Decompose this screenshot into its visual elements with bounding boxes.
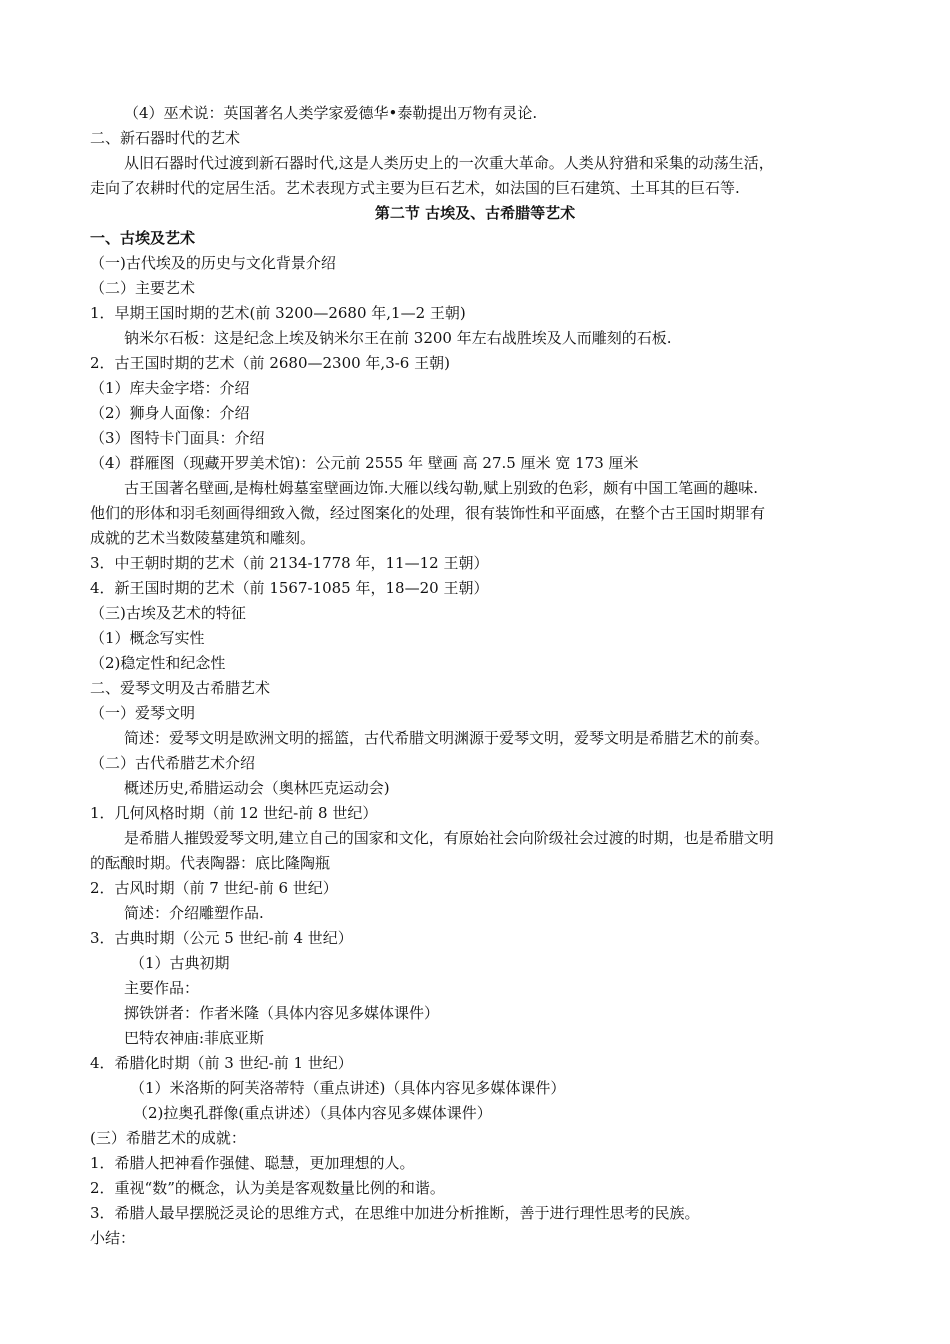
item-geese-painting: （4）群雁图（现藏开罗美术馆)：公元前 2555 年 壁画 高 27.5 厘米 宽 173 厘米 bbox=[90, 454, 639, 472]
item-khufu-pyramid: （1）库夫金字塔：介绍 bbox=[90, 379, 250, 397]
para-geese-1: 古王国著名壁画,是梅杜姆墓室壁画边饰.大雁以线勾勒,赋上别致的色彩，颇有中国工笔画的趣味. bbox=[124, 479, 759, 497]
para-witchcraft-theory: （4）巫术说：英国著名人类学家爱德华•泰勒提出万物有灵论. bbox=[124, 104, 538, 122]
para-neolithic-2: 走向了农耕时代的定居生活。艺术表现方式主要为巨石艺术，如法国的巨石建筑、土耳其的巨石等. bbox=[90, 179, 740, 197]
item-achievement-3: 3．希腊人最早摆脱泛灵论的思维方式，在思维中加进分析推断，善于进行理性思考的民族。 bbox=[90, 1204, 700, 1222]
subheading-egypt-history: （一)古代埃及的历史与文化背景介绍 bbox=[90, 254, 336, 272]
para-narmer-palette: 钠米尔石板：这是纪念上埃及钠米尔王在前 3200 年左右战胜埃及人而雕刻的石板. bbox=[124, 329, 672, 347]
item-parthenon: 巴特农神庙:菲底亚斯 bbox=[124, 1029, 265, 1047]
para-greek-overview: 概述历史,希腊运动会（奥林匹克运动会) bbox=[124, 779, 390, 797]
item-middle-kingdom: 3．中王朝时期的艺术（前 2134-1778 年，11—12 王朝） bbox=[90, 554, 489, 572]
para-geese-2: 他们的形体和羽毛刻画得细致入微，经过图案化的处理，很有装饰性和平面感，在整个古王国时期罪有 bbox=[90, 504, 766, 522]
item-archaic-period: 2．古风时期（前 7 世纪-前 6 世纪） bbox=[90, 879, 338, 897]
item-achievement-1: 1．希腊人把神看作强健、聪慧，更加理想的人。 bbox=[90, 1154, 415, 1172]
section-title: 第二节 古埃及、古希腊等艺术 bbox=[374, 204, 576, 222]
heading-ancient-egypt: 一、古埃及艺术 bbox=[90, 229, 196, 247]
item-hellenistic-period: 4．希腊化时期（前 3 世纪-前 1 世纪） bbox=[90, 1054, 353, 1072]
item-early-kingdom: 1．早期王国时期的艺术(前 3200—2680 年,1—2 王朝) bbox=[90, 304, 466, 322]
item-old-kingdom: 2．古王国时期的艺术（前 2680—2300 年,3-6 王朝) bbox=[90, 354, 450, 372]
subheading-greek-art: （二）古代希腊艺术介绍 bbox=[90, 754, 256, 772]
item-classical-period: 3．古典时期（公元 5 世纪-前 4 世纪） bbox=[90, 929, 353, 947]
item-tutankhamun-mask: （3）图特卡门面具：介绍 bbox=[90, 429, 265, 447]
label-summary: 小结： bbox=[90, 1229, 136, 1247]
para-aegean-summary: 简述：爱琴文明是欧洲文明的摇篮，古代希腊文明渊源于爱琴文明，爱琴文明是希腊艺术的前奏。 bbox=[124, 729, 770, 747]
item-laocoon: （2)拉奥孔群像(重点讲述）（具体内容见多媒体课件） bbox=[133, 1104, 492, 1122]
subheading-aegean: （一）爱琴文明 bbox=[90, 704, 196, 722]
label-main-works: 主要作品： bbox=[124, 979, 200, 997]
item-new-kingdom: 4．新王国时期的艺术（前 1567-1085 年，18—20 王朝） bbox=[90, 579, 489, 597]
para-archaic-summary: 简述：介绍雕塑作品. bbox=[124, 904, 264, 922]
para-neolithic-1: 从旧石器时代过渡到新石器时代,这是人类历史上的一次重大革命。人类从狩猎和采集的动荡生活， bbox=[124, 154, 774, 172]
para-geometric-1: 是希腊人摧毁爱琴文明,建立自己的国家和文化，有原始社会向阶级社会过渡的时期，也是希腊文明 bbox=[124, 829, 774, 847]
item-stability: （2)稳定性和纪念性 bbox=[90, 654, 226, 672]
heading-neolithic-art: 二、新石器时代的艺术 bbox=[90, 129, 241, 147]
subheading-egypt-features: （三)古埃及艺术的特征 bbox=[90, 604, 246, 622]
subheading-greek-achievements: (三）希腊艺术的成就： bbox=[90, 1129, 246, 1147]
subheading-main-art: （二）主要艺术 bbox=[90, 279, 196, 297]
item-discobolus: 掷铁饼者：作者米隆（具体内容见多媒体课件） bbox=[124, 1004, 440, 1022]
item-sphinx: （2）狮身人面像：介绍 bbox=[90, 404, 250, 422]
item-achievement-2: 2．重视“数”的概念，认为美是客观数量比例的和谐。 bbox=[90, 1179, 445, 1197]
heading-aegean-greece: 二、爱琴文明及古希腊艺术 bbox=[90, 679, 271, 697]
para-geometric-2: 的酝酿时期。代表陶器：底比隆陶瓶 bbox=[90, 854, 331, 872]
item-geometric-period: 1．几何风格时期（前 12 世纪-前 8 世纪） bbox=[90, 804, 378, 822]
para-geese-3: 成就的艺术当数陵墓建筑和雕刻。 bbox=[90, 529, 316, 547]
item-conceptual-realism: （1）概念写实性 bbox=[90, 629, 205, 647]
item-venus-de-milo: （1）米洛斯的阿芙洛蒂特（重点讲述)（具体内容见多媒体课件） bbox=[130, 1079, 566, 1097]
item-early-classical: （1）古典初期 bbox=[130, 954, 230, 972]
